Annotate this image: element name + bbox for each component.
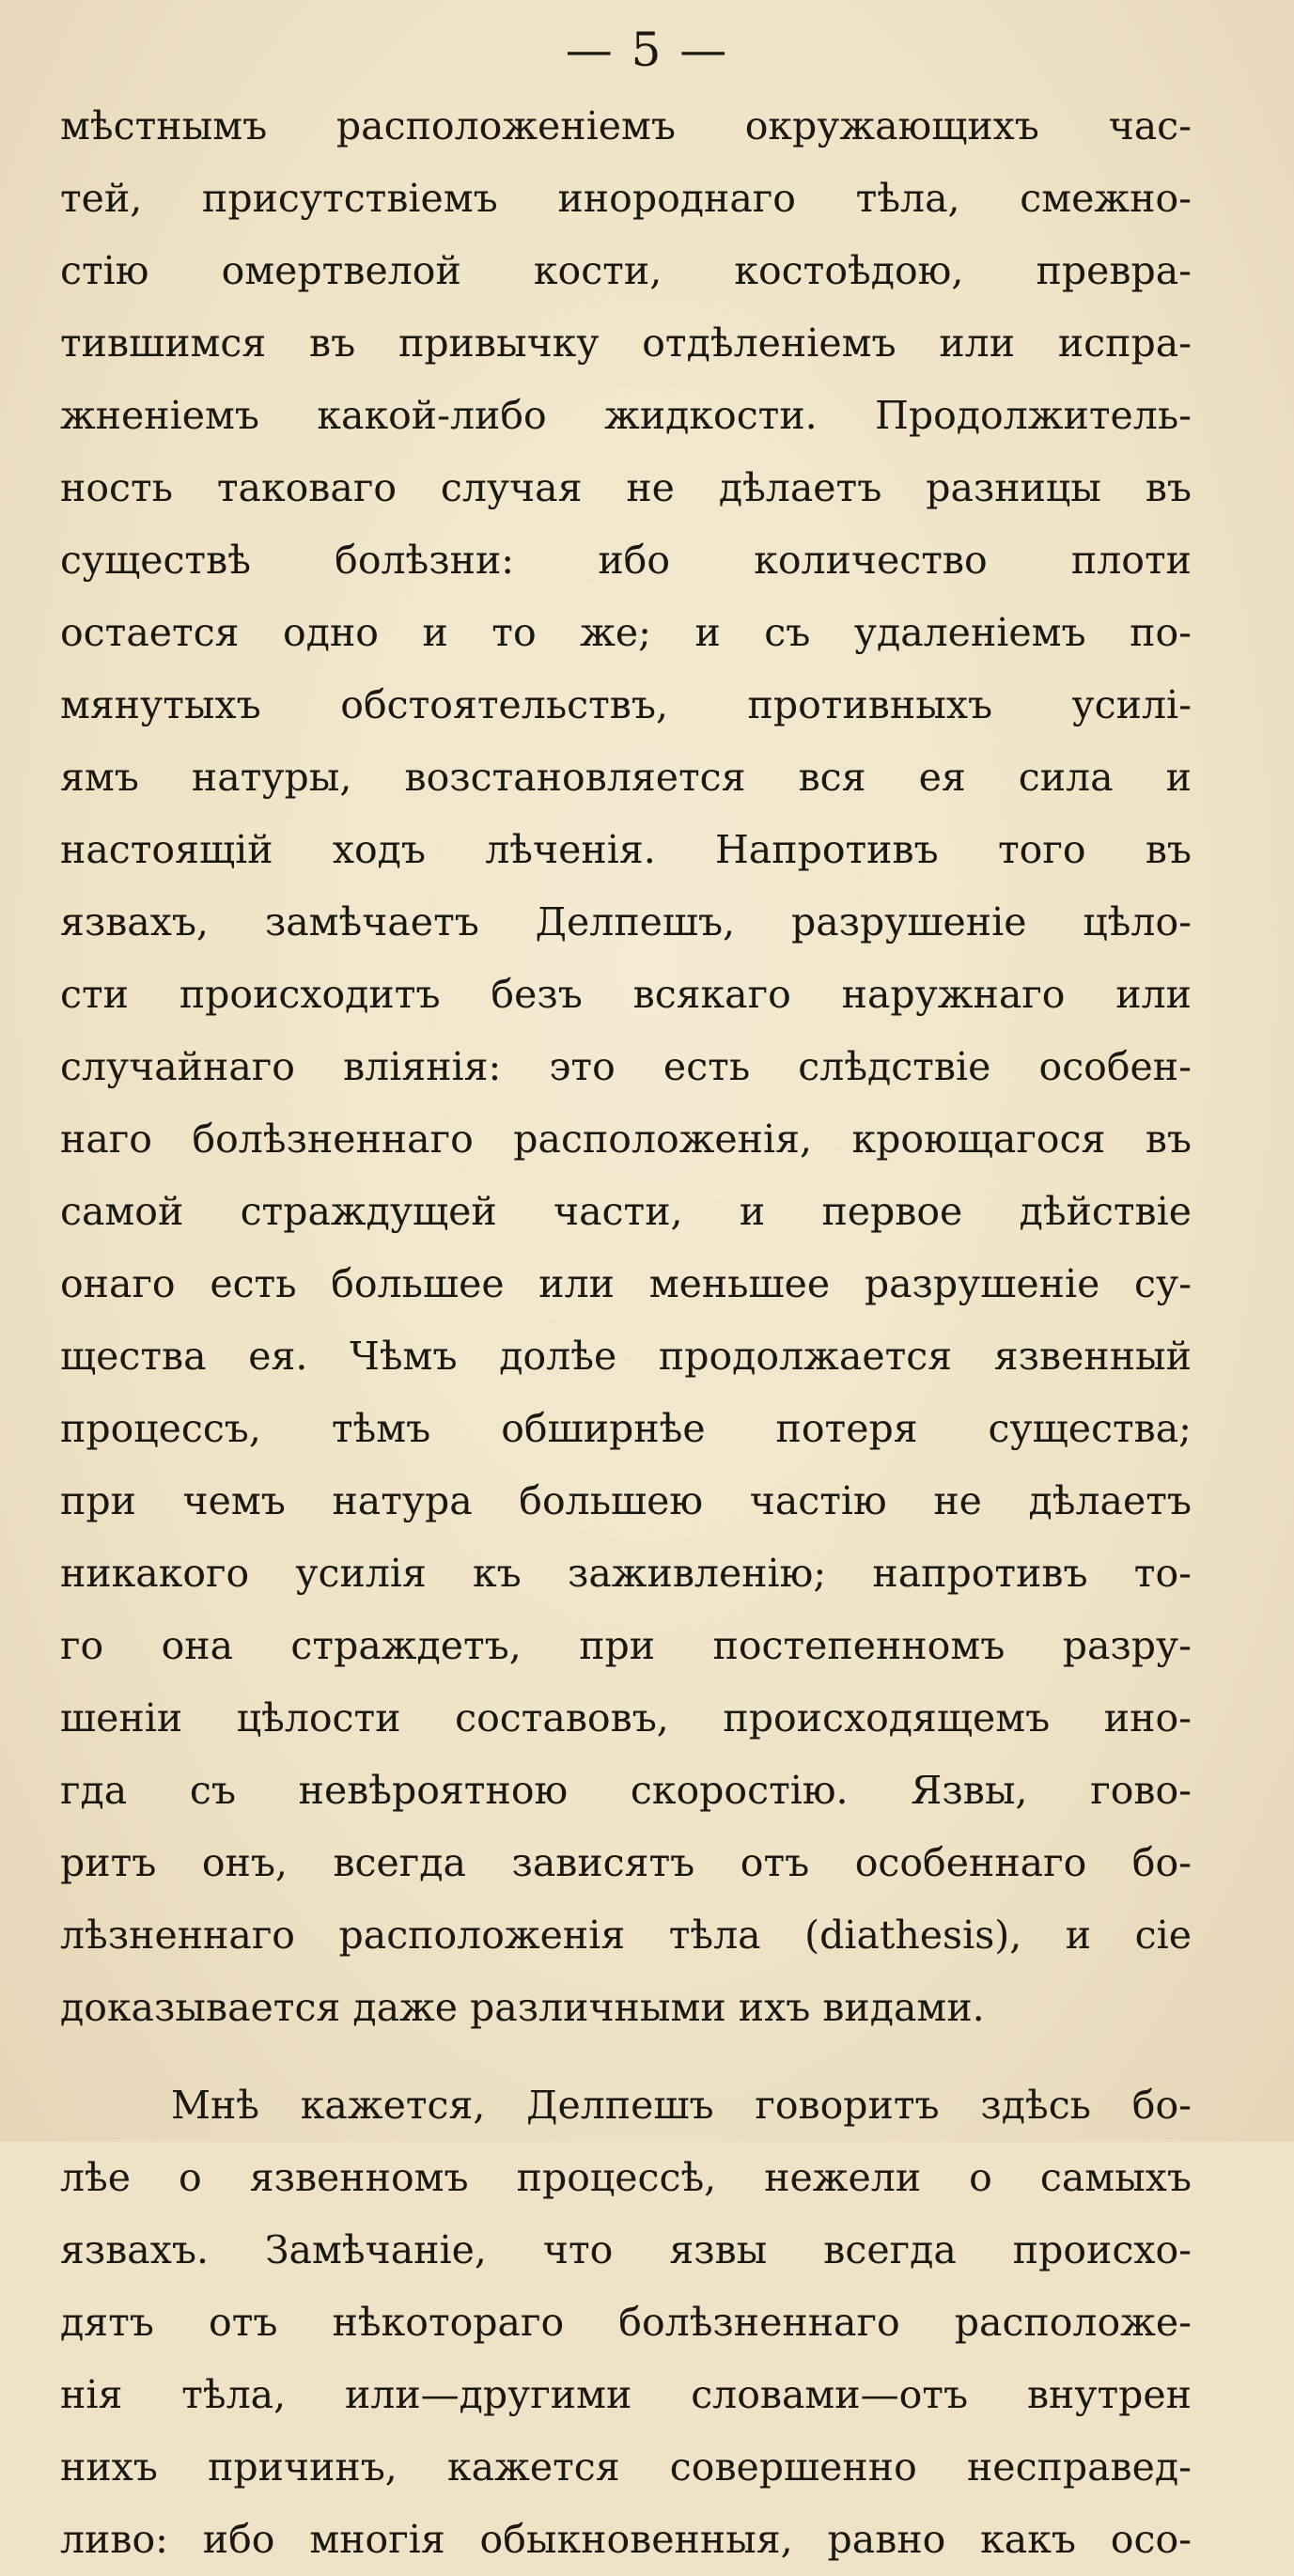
- text-line: остается одно и то же; и съ удаленіемъ по-: [60, 610, 1192, 655]
- text-line: сти происходитъ безъ всякаго наружнаго или: [60, 972, 1192, 1017]
- text-line: мянутыхъ обстоятельствъ, противныхъ усилі-: [60, 682, 1192, 727]
- text-line: ность таковаго случая не дѣлаетъ разницы въ: [60, 465, 1192, 510]
- text-line: существѣ болѣзни: ибо количество плоти: [60, 538, 1192, 583]
- text-line: никакого усилія къ заживленію; напротивъ то-: [60, 1551, 1192, 1596]
- text-line: лѣе о язвенномъ процессѣ, нежели о самыхъ: [60, 2155, 1192, 2200]
- text-line: ямъ натуры, возстановляется вся ея сила и: [60, 755, 1192, 800]
- page-number: — 5 —: [565, 23, 729, 77]
- text-line: тей, присутствіемъ инороднаго тѣла, смежно-: [60, 176, 1192, 221]
- paragraph-1: [60, 90, 1192, 2044]
- text-line: настоящій ходъ лѣченія. Напротивъ того въ: [60, 827, 1192, 872]
- text-line: нихъ причинъ, кажется совершенно несправед-: [60, 2444, 1192, 2490]
- text-line: щества ея. Чѣмъ долѣе продолжается язвенный: [60, 1334, 1192, 1379]
- text-line: стію омертвелой кости, костоѣдою, превра-: [60, 248, 1192, 293]
- text-line: самой страждущей части, и первое дѣйствіе: [60, 1189, 1192, 1234]
- text-line: ритъ онъ, всегда зависятъ отъ особеннаго бо-: [60, 1840, 1192, 1885]
- text-line: случайнаго вліянія: это есть слѣдствіе особен-: [60, 1044, 1192, 1089]
- paragraph-2: [60, 2069, 1192, 2576]
- text-line: тившимся въ привычку отдѣленіемъ или испра-: [60, 320, 1192, 366]
- text-line: при чемъ натура большею частію не дѣлаетъ: [60, 1478, 1192, 1523]
- text-line: наго болѣзненнаго расположенія, кроющагося въ: [60, 1116, 1192, 1162]
- text-line: го она страждетъ, при постепенномъ разру-: [60, 1623, 1192, 1668]
- text-line: гда съ невѣроятною скоростію. Язвы, гово-: [60, 1768, 1192, 1813]
- text-line: язвахъ, замѣчаетъ Делпешъ, разрушеніе цѣло-: [60, 899, 1192, 945]
- text-line: ливо: ибо многія обыкновенныя, равно какъ осо-: [60, 2517, 1192, 2562]
- text-line: мѣстнымъ расположеніемъ окружающихъ час-: [60, 103, 1192, 148]
- text-line: нія тѣла, или—другими словами—отъ внутрен: [60, 2372, 1192, 2417]
- text-line: шеніи цѣлости составовъ, происходящемъ ино-: [60, 1695, 1192, 1741]
- text-line: язвахъ. Замѣчаніе, что язвы всегда происхо-: [60, 2227, 1192, 2272]
- text-line: жненіемъ какой-либо жидкости. Продолжитель-: [60, 393, 1192, 438]
- text-line: онаго есть большее или меньшее разрушеніе су-: [60, 1261, 1192, 1306]
- text-line: процессъ, тѣмъ обширнѣе потеря существа;: [60, 1406, 1192, 1451]
- text-line: доказывается даже различными ихъ видами.: [60, 1985, 985, 2030]
- text-block: [60, 90, 1192, 2576]
- text-line: лѣзненнаго расположенія тѣла (diathesis), и сіе: [60, 1912, 1192, 1958]
- text-line: дятъ отъ нѣкотораго болѣзненнаго расположе-: [60, 2300, 1192, 2345]
- text-line: Мнѣ кажется, Делпешъ говоритъ здѣсь бо-: [171, 2083, 1192, 2128]
